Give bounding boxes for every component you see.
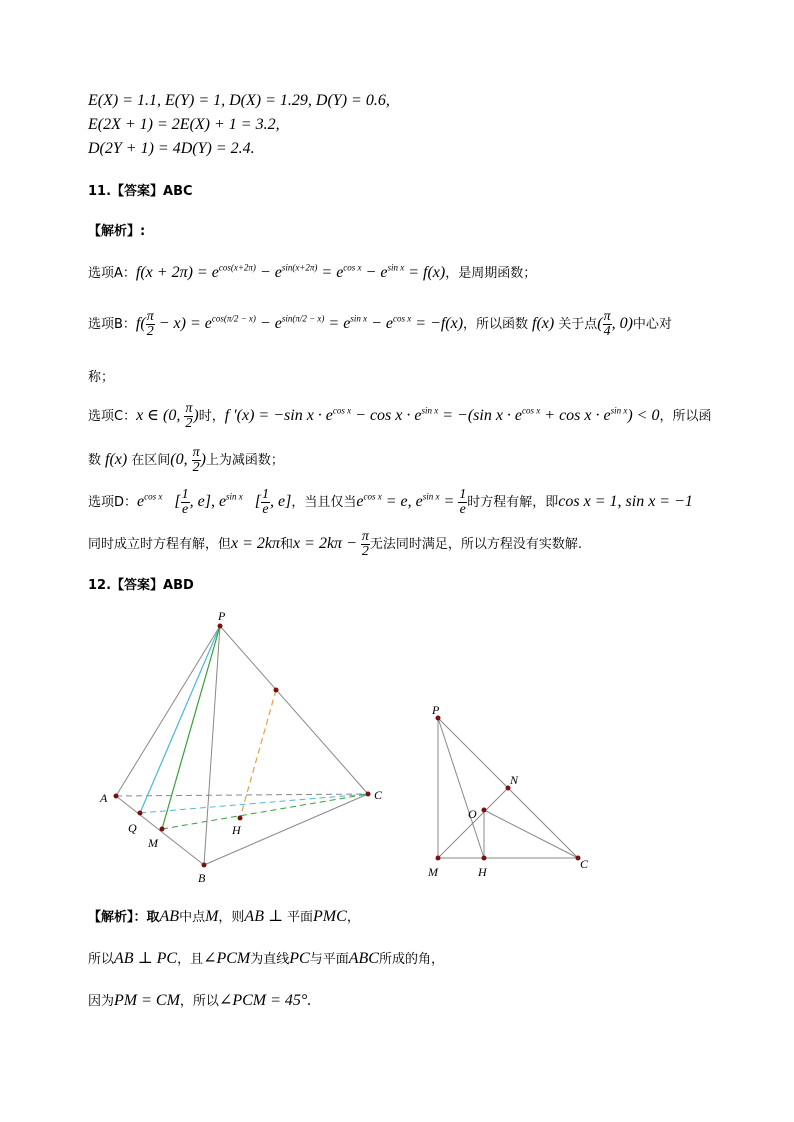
label-m: M — [148, 836, 158, 850]
option-b-formula: f( $\frac{\pi}{2}$ − $x) = e^{cos(\pi/2 - x)} - e^{sin(\pi/2 - x)} = e^{sin x} - e^{cos x} = -f(x)$ — [135, 309, 464, 339]
option-a-suffix: ，是周期函数； — [445, 266, 537, 281]
label-c2: C — [580, 857, 589, 871]
option-b-prefix: 选项B： — [88, 317, 136, 333]
option-d-mid: ，当且仅当 — [291, 495, 357, 511]
q11-option-b: 选项B：f( $\frac{\pi}{2}$ − $x) = e^{cos(\pi/2 - x)} - e^{sin(\pi/2 - x)} = e^{sin x} - e^{cos x} = -f(x)$，所以函数 f(x) 关于点( $\frac{\pi}{4}$ , 0)中心对 — [88, 309, 672, 339]
q11-option-d: 选项D：$e^{cos x}$ [ $\frac{1}{e}$ , e], $e^{sin x}$ [ $\frac{1}{e}$ , e]，当且仅当$e^{cos x} = e$, $e^{sin x}$ = $\frac{1}{e}$ 时方程有解，即cos x = 1, sin x = −1 — [88, 487, 693, 517]
q12-analysis-line3: 因为PM = CM，所以∠PCM = 45°. — [88, 992, 312, 1009]
q11-option-a — [88, 262, 536, 282]
q11-option-b-cont: 称； — [88, 370, 115, 385]
label-p2: P — [432, 703, 440, 717]
q12-answer: 12.【答案】ABD — [88, 578, 194, 593]
option-b-mid: ，所以函数 — [463, 317, 529, 333]
q12-analysis-line1: 【解析】：取AB中点M，则AB ⊥ 平面PMC， — [88, 908, 360, 925]
option-a-formula: $f(x + 2\pi) = e^{cos(x+2\pi)} - e^{sin(x+2\pi)} = e^{cos x} - e^{sin x} = f(x)$ — [135, 262, 446, 281]
right-triangle-figure — [420, 698, 600, 882]
formula-d2y-line: D(2Y + 1) = 4D(Y) = 2.4. — [88, 140, 255, 157]
q11-answer: 11.【答案】ABC — [88, 184, 193, 199]
option-a-prefix: 选项A： — [88, 266, 136, 281]
formula-expectation-line: E(X) = 1.1, E(Y) = 1, D(X) = 1.29, D(Y) = 0.6, — [88, 92, 390, 109]
tetrahedron-figure — [96, 606, 406, 886]
q11-option-c-cont: 数 f(x) 在区间(0, $\frac{\pi}{2}$ )上为减函数； — [88, 445, 284, 475]
label-n: N — [510, 773, 519, 787]
q11-analysis-label: 【解析】: — [88, 224, 146, 239]
option-d-mid2: 时方程有解，即 — [467, 495, 559, 511]
label-a: A — [100, 791, 108, 805]
option-c-mid: 时， — [198, 409, 225, 425]
label-m2: M — [428, 865, 438, 879]
option-b-mid2: 关于点 — [558, 317, 598, 333]
option-d-prefix: 选项D： — [88, 495, 138, 511]
option-c-formula: f ′(x) = −sin $x \cdot e^{cos x} - \cos x \cdot e^{sin x} = -(\sin$ $x \cdot e^{cos x} + \cos x \cdot e^{sin x}) < 0$ — [224, 405, 660, 425]
q11-option-c: 选项C：x ∈ (0, $\frac{\pi}{2}$ )时，f ′(x) = −sin $x \cdot e^{cos x} - \cos x \cdot e^{sin x} = -(\sin$ $x \cdot e^{cos x} + \cos x \cdot e^{sin x}) < 0$，所以函 — [88, 401, 712, 431]
label-q: Q — [128, 821, 137, 835]
option-c-prefix: 选项C： — [88, 409, 137, 425]
label-p: P — [218, 609, 226, 623]
q11-option-d-cont: 同时成立时方程有解，但x = 2kπ和x = 2kπ − $\frac{\pi}{2}$ 无法同时满足，所以方程没有实数解. — [88, 529, 583, 559]
label-b: B — [198, 871, 206, 885]
option-b-suffix: 中心对 — [632, 317, 672, 333]
label-o: O — [468, 807, 477, 821]
formula-e2x-line: E(2X + 1) = 2E(X) + 1 = 3.2, — [88, 116, 280, 133]
q12-analysis-line2: 所以AB ⊥ PC，且∠PCM为直线PC与平面ABC所成的角， — [88, 950, 444, 967]
option-c-suffix: ，所以函 — [659, 409, 712, 425]
label-c: C — [374, 788, 383, 802]
label-h2: H — [478, 865, 487, 879]
label-h: H — [232, 823, 241, 837]
